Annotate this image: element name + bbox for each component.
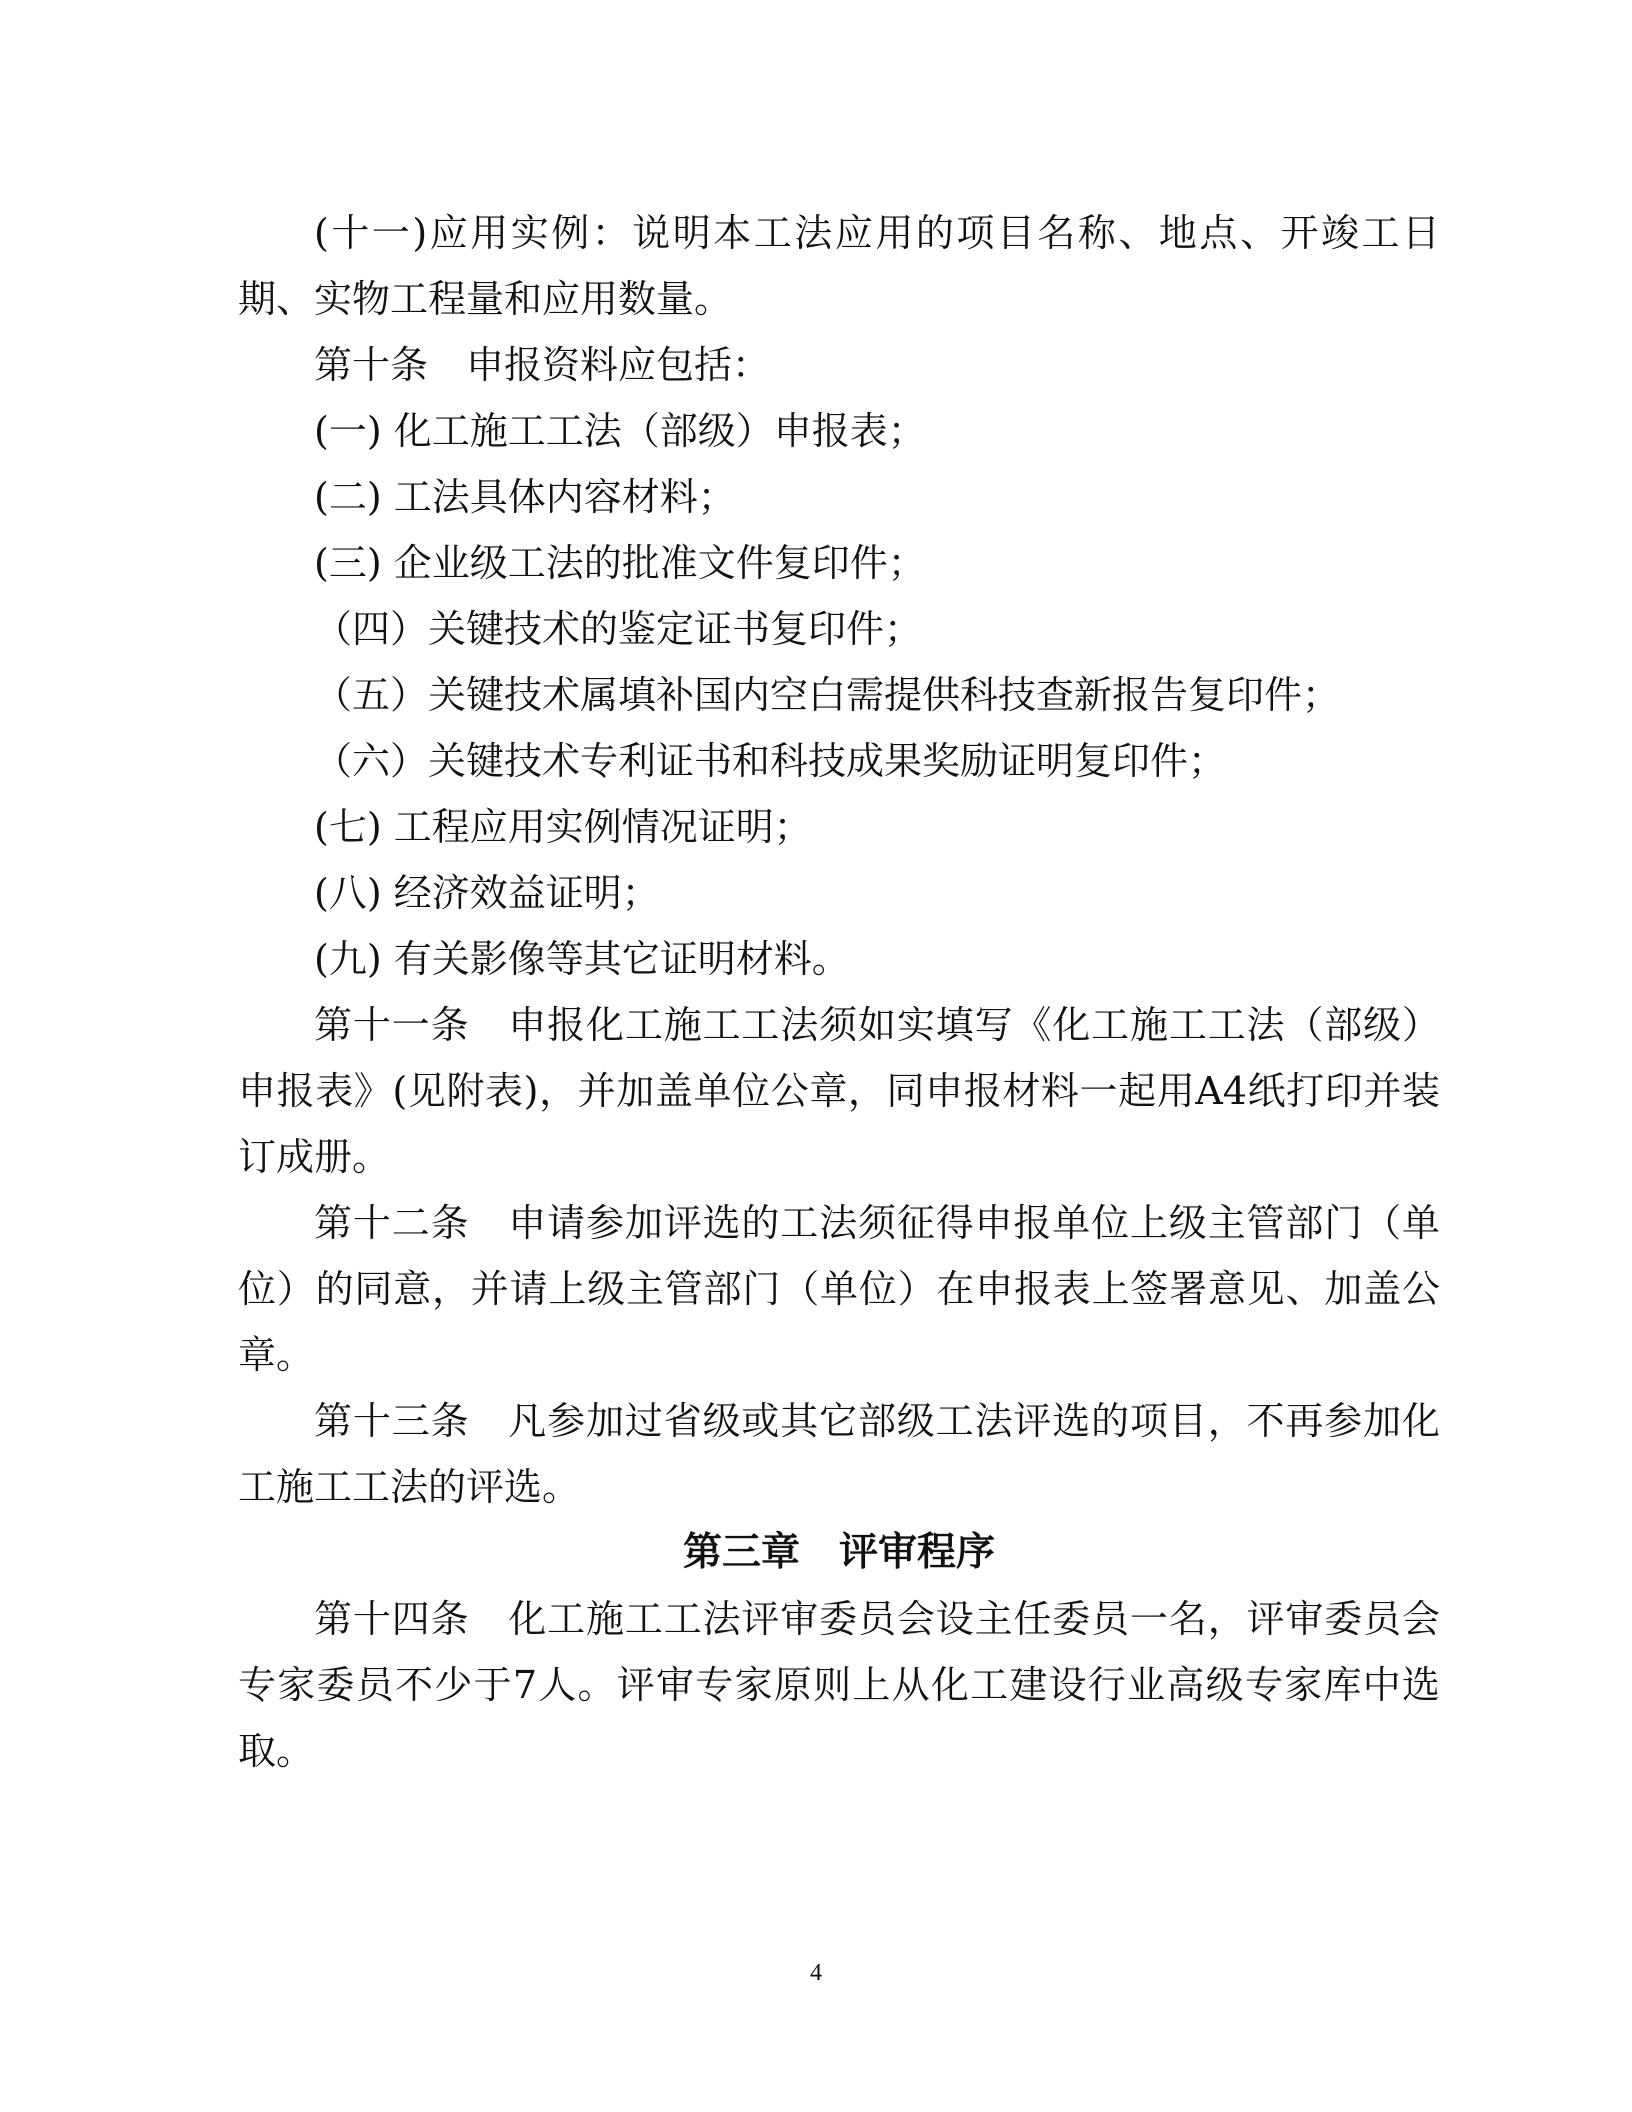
list-item-3: (三) 企业级工法的批准文件复印件；	[314, 541, 926, 585]
paragraph-item-11-application-example: (十一)应用实例：说明本工法应用的项目名称、地点、开竣工日期、实物工程量和应用数量。	[238, 211, 1440, 321]
article-12: 第十二条 申请参加评选的工法须征得申报单位上级主管部门（单位）的同意，并请上级主管部门（单位）在申报表上签署意见、加盖公章。	[238, 1201, 1440, 1377]
article-10: 第十条 申报资料应包括：	[314, 343, 771, 387]
list-item-4: （四）关键技术的鉴定证书复印件；	[314, 607, 923, 651]
chapter-heading: 第三章 评审程序	[682, 1530, 995, 1575]
article-14: 第十四条 化工施工工法评审委员会设主任委员一名，评审委员会专家委员不少于7人。评审专家原则上从化工建设行业高级专家库中选取。	[238, 1597, 1440, 1773]
page-number: 4	[810, 1960, 822, 1986]
list-item-7: (七) 工程应用实例情况证明；	[314, 805, 812, 849]
list-item-1: (一) 化工施工工法（部级）申报表；	[314, 409, 926, 453]
article-13: 第十三条 凡参加过省级或其它部级工法评选的项目，不再参加化工施工工法的评选。	[238, 1399, 1440, 1509]
list-item-2: (二) 工法具体内容材料；	[314, 475, 736, 519]
list-item-8: (八) 经济效益证明；	[314, 871, 660, 915]
list-item-9: (九) 有关影像等其它证明材料。	[314, 937, 850, 981]
article-11: 第十一条 申报化工施工工法须如实填写《化工施工工法（部级）申报表》(见附表)，并加盖单位公章，同申报材料一起用A4纸打印并装订成册。	[238, 1003, 1440, 1179]
list-item-6: （六）关键技术专利证书和科技成果奖励证明复印件；	[314, 739, 1227, 783]
document-body	[238, 200, 1440, 1784]
list-item-5: （五）关键技术属填补国内空白需提供科技查新报告复印件；	[314, 673, 1341, 717]
